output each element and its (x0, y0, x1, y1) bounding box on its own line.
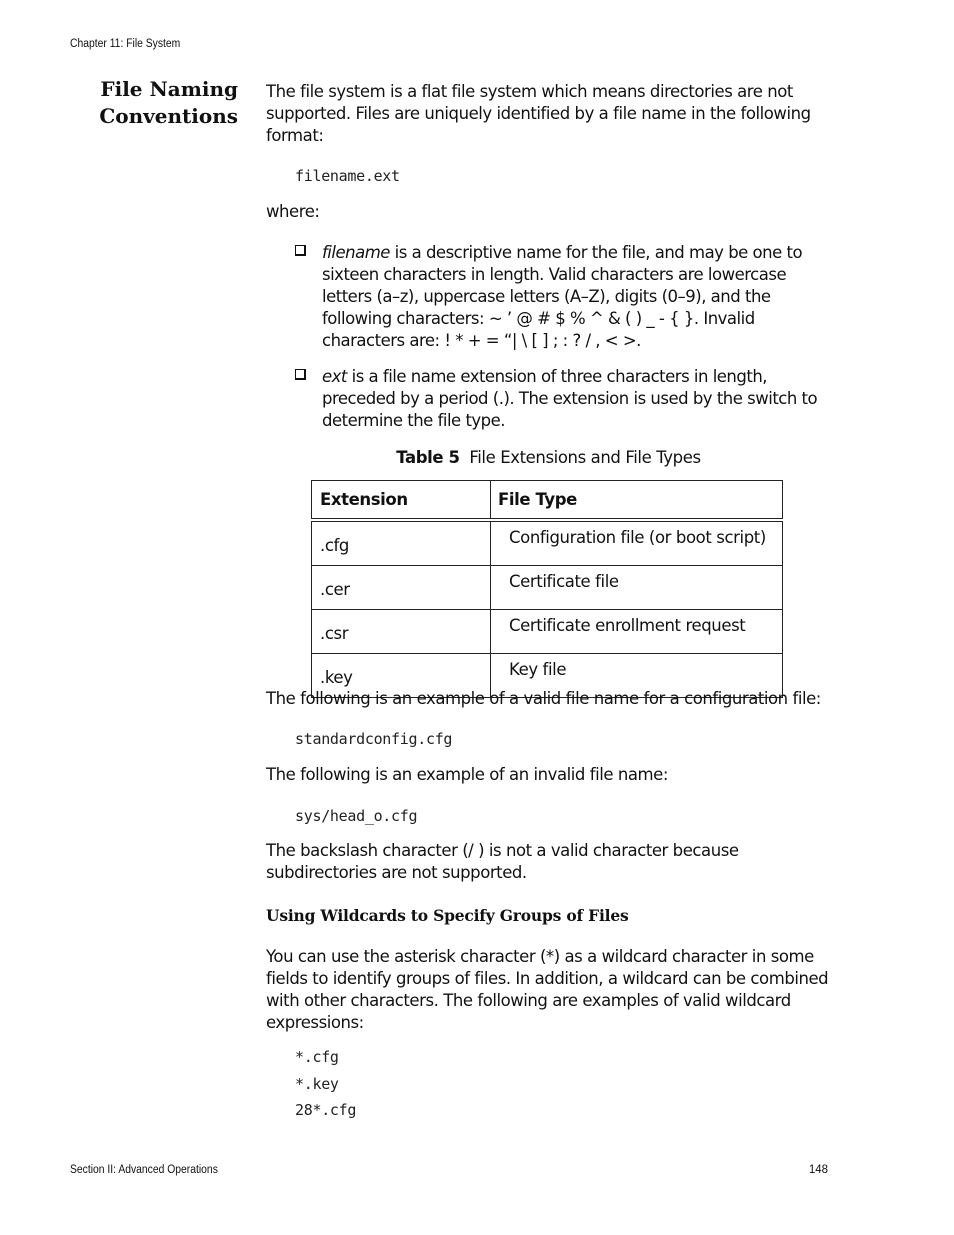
wildcard-example: *.key (295, 1075, 339, 1093)
file-types-table (311, 480, 783, 698)
running-footer-section: Section II: Advanced Operations (70, 1164, 218, 1176)
bullet-text (322, 242, 832, 352)
extension-cell: .key (312, 654, 491, 698)
format-code: filename.ext (295, 167, 400, 185)
invalid-example-code: sys/head_o.cfg (295, 807, 418, 825)
file-type-cell: Certificate file (491, 566, 783, 610)
section-title-line-1: File Naming (100, 77, 238, 101)
section-title (80, 76, 238, 130)
wildcard-example: 28*.cfg (295, 1101, 357, 1119)
extension-cell: .cer (312, 566, 491, 610)
checkbox-bullet-icon (295, 245, 306, 256)
bullet-term: filename (322, 243, 390, 262)
table-header-row (312, 481, 783, 521)
bullet-description: is a file name extension of three characters in length, preceded by a period (.). The extension is used by the switch to determine the file type. (322, 367, 818, 430)
bullet-term: ext (322, 367, 347, 386)
wildcards-heading: Using Wildcards to Specify Groups of Files (266, 906, 629, 925)
column-header-file-type: File Type (491, 481, 783, 521)
extension-cell: .csr (312, 610, 491, 654)
table-caption-label: Table 5 (396, 448, 460, 467)
bullet-description: is a descriptive name for the file, and may be one to sixteen characters in length. Valid characters are lowercase letters (a–z), uppercase letters (A–Z), digits (0–9), and the following characters: ~ ’ @ # $ % ^ & ( ) _ - { }. Invalid characters are: ! * + = “| \ [ ] ; : ? / , < >. (322, 243, 803, 350)
file-type-cell: Certificate enrollment request (491, 610, 783, 654)
column-header-extension: Extension (312, 481, 491, 521)
valid-example-code: standardconfig.cfg (295, 730, 453, 748)
table-row (312, 520, 783, 566)
section-title-line-2: Conventions (99, 104, 238, 128)
file-type-cell: Key file (491, 654, 783, 698)
table-caption-text: File Extensions and File Types (469, 448, 701, 467)
table-row (312, 610, 783, 654)
table-row (312, 566, 783, 610)
wildcard-example: *.cfg (295, 1048, 339, 1066)
where-label: where: (266, 202, 320, 221)
table-caption (266, 448, 831, 467)
extension-cell: .cfg (312, 520, 491, 566)
invalid-example-intro: The following is an example of an invalid file name: (266, 765, 668, 784)
intro-paragraph: The file system is a flat file system which means directories are not supported. Files are uniquely identified by a file name in the following format: (266, 82, 811, 145)
wildcards-paragraph: You can use the asterisk character (*) as a wildcard character in some fields to identify groups of files. In addition, a wildcard can be combined with other characters. The following are examples of valid wildcard expressions: (266, 947, 829, 1032)
running-header: Chapter 11: File System (70, 38, 181, 50)
checkbox-bullet-icon (295, 369, 306, 380)
bullet-text (322, 366, 832, 432)
valid-example-intro: The following is an example of a valid file name for a configuration file: (266, 689, 821, 708)
invalid-explanation: The backslash character (/ ) is not a valid character because subdirectories are not supported. (266, 841, 739, 882)
file-type-cell: Configuration file (or boot script) (491, 520, 783, 566)
page-number: 148 (808, 1164, 828, 1176)
